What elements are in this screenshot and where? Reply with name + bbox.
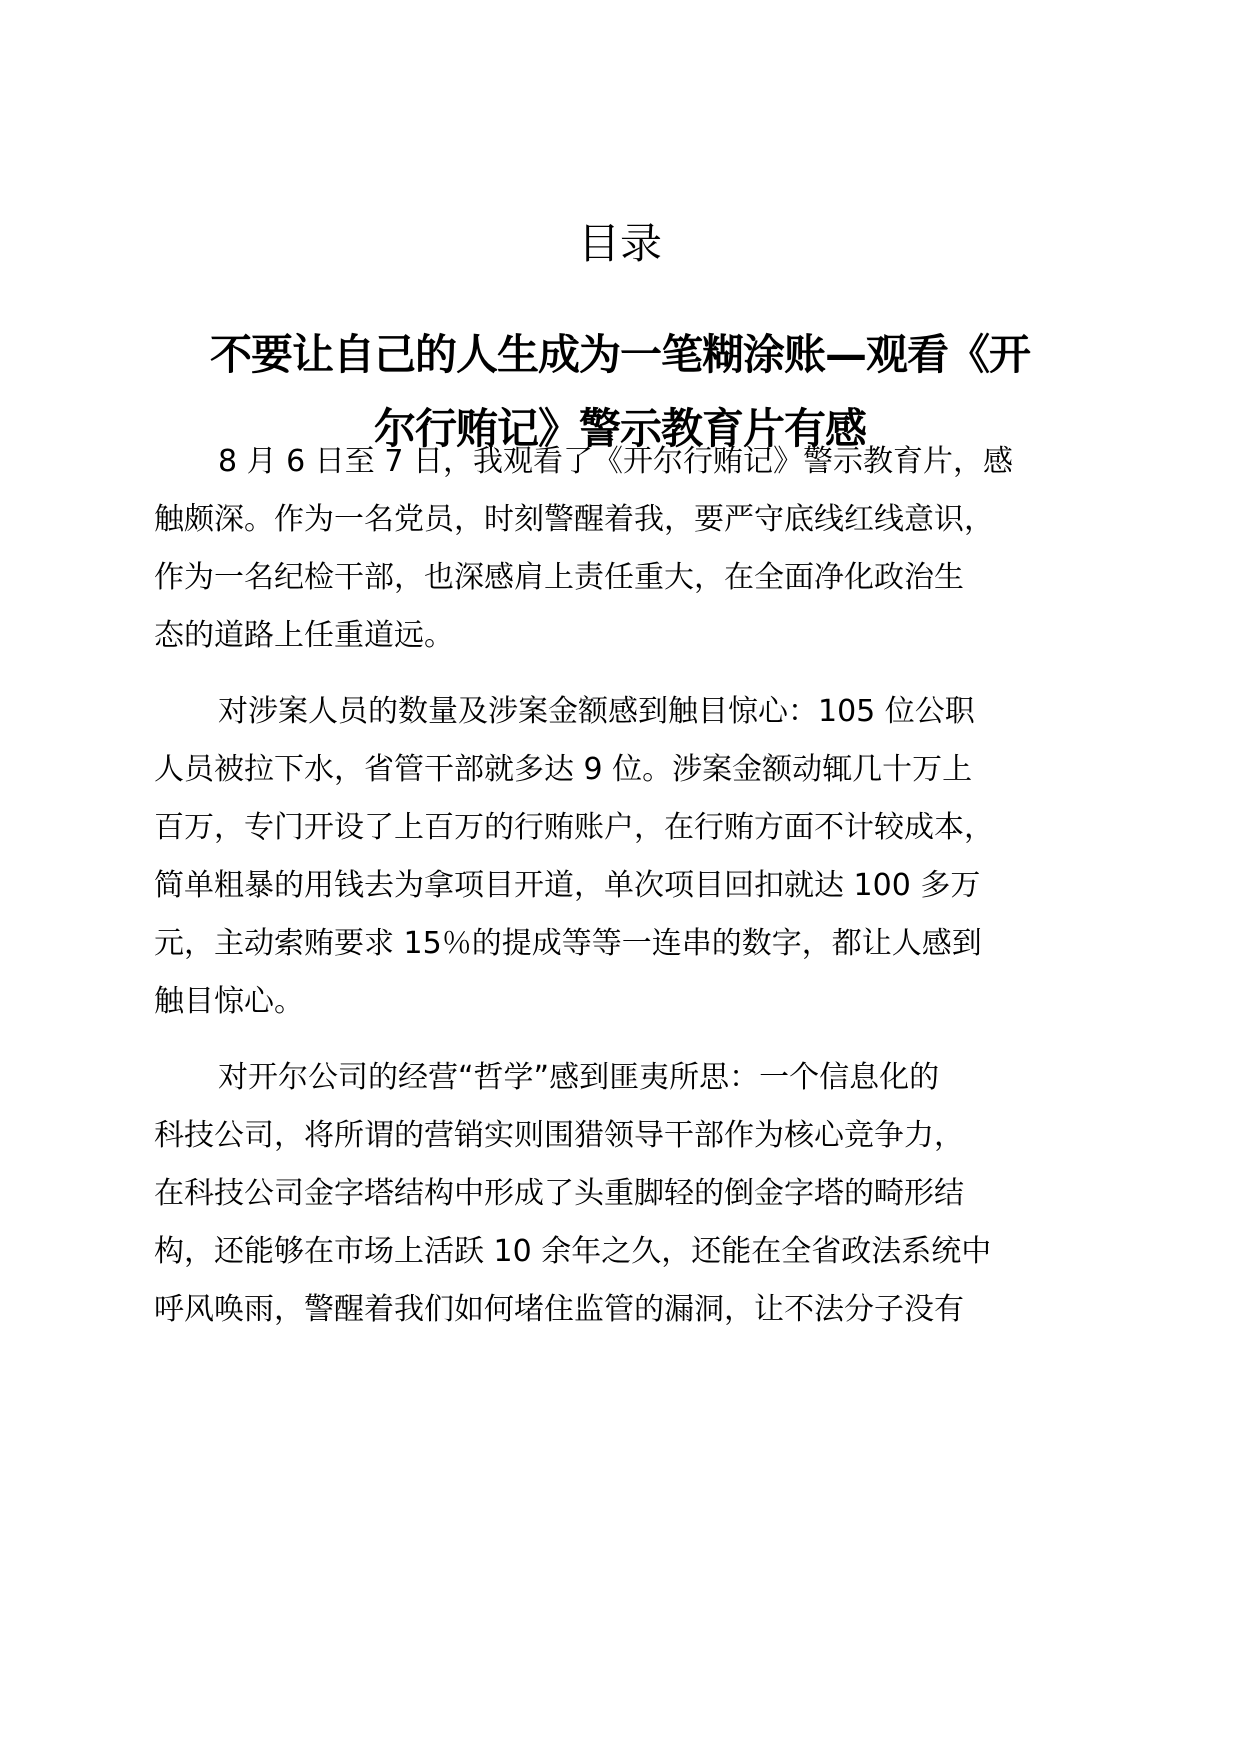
paragraph-2 (154, 683, 1114, 1031)
text-line: 对涉案人员的数量及涉案金额感到触目惊心：105 位公职 (218, 694, 975, 729)
text-line: 简单粗暴的用钱去为拿项目开道，单次项目回扣就达 100 多万 (154, 868, 981, 903)
text-line: 态的道路上任重道远。 (154, 618, 454, 653)
text-line: 元，主动索贿要求 15％的提成等等一连串的数字，都让人感到 (154, 926, 982, 961)
text-line: 触目惊心。 (154, 984, 304, 1019)
text-line: 在科技公司金字塔结构中形成了头重脚轻的倒金字塔的畸形结 (154, 1176, 964, 1211)
text-line: 8 月 6 日至 7 日，我观看了《开尔行贿记》警示教育片，感 (218, 444, 1013, 479)
text-line: 人员被拉下水，省管干部就多达 9 位。涉案金额动辄几十万上 (154, 752, 973, 787)
toc-heading: 目录 (577, 219, 662, 268)
text-line: 触颇深。作为一名党员，时刻警醒着我，要严守底线红线意识， (154, 502, 994, 537)
text-line: 构，还能够在市场上活跃 10 余年之久，还能在全省政法系统中 (154, 1234, 992, 1269)
paragraph-3 (154, 1049, 1114, 1339)
text-line: 对开尔公司的经营“哲学”感到匪夷所思：一个信息化的 (218, 1060, 940, 1095)
text-line: 百万，专门开设了上百万的行贿账户，在行贿方面不计较成本， (154, 810, 994, 845)
title-line: 不要让自己的人生成为一笔糊涂账—观看《开 (209, 330, 1030, 379)
text-line: 科技公司，将所谓的营销实则围猎领导干部作为核心竞争力， (154, 1118, 964, 1153)
paragraph-1 (154, 433, 1114, 665)
text-line: 呼风唤雨，警醒着我们如何堵住监管的漏洞，让不法分子没有 (154, 1292, 964, 1327)
text-line: 作为一名纪检干部，也深感肩上责任重大，在全面净化政治生 (154, 560, 964, 595)
title-line: 尔行贿记》警示教育片有感 (373, 404, 866, 453)
